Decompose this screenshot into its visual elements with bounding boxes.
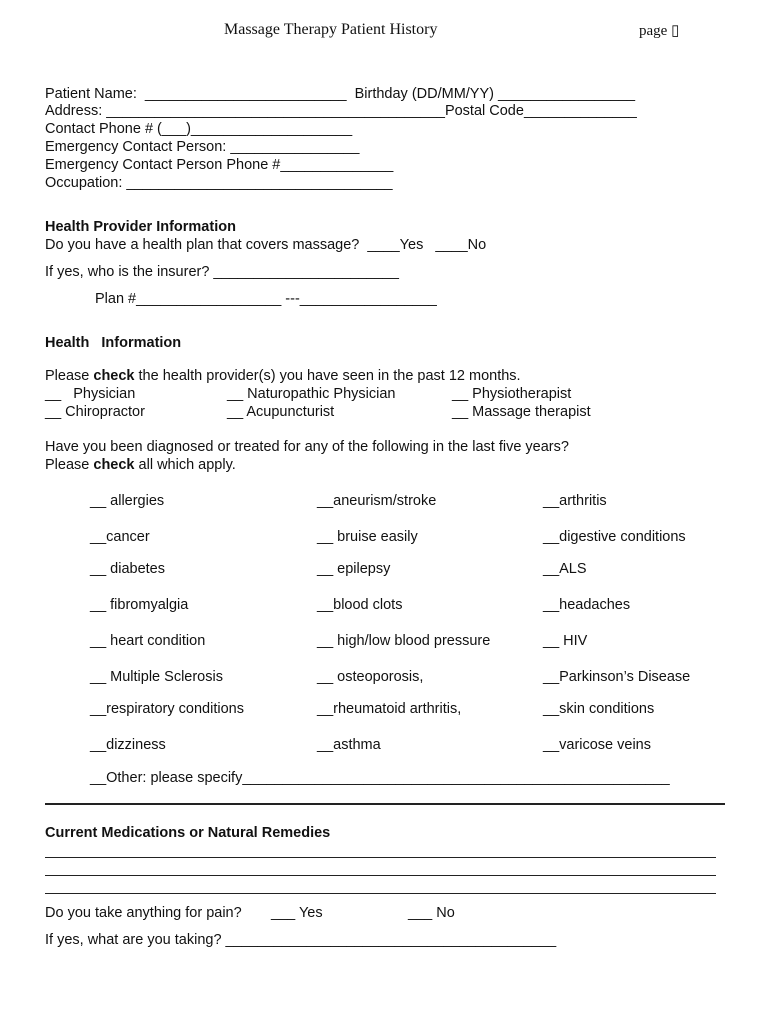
other-specify-line[interactable]: __Other: please specify_____________________________________________________ (90, 770, 670, 786)
checkbox-physician[interactable]: __ Physician (45, 386, 136, 402)
condition-item[interactable]: __skin conditions (543, 701, 655, 717)
checkbox-chiropractor[interactable]: __ Chiropractor (45, 404, 145, 420)
condition-item[interactable]: __ fibromyalgia (90, 597, 189, 613)
checkbox-massage-therapist[interactable]: __ Massage therapist (452, 404, 591, 420)
medications-line-1[interactable] (45, 857, 716, 858)
medications-heading: Current Medications or Natural Remedies (45, 825, 331, 841)
condition-item[interactable]: __rheumatoid arthritis, (317, 701, 462, 717)
health-heading: Health Information (45, 335, 182, 351)
pain-medication-line[interactable]: If yes, what are you taking? _________________________________________ (45, 932, 557, 948)
checkbox-physiotherapist[interactable]: __ Physiotherapist (452, 386, 572, 402)
checkbox-naturopathic[interactable]: __ Naturopathic Physician (227, 386, 396, 402)
apply-instruction: Please check all which apply. (45, 457, 236, 473)
condition-item[interactable]: __ osteoporosis, (317, 669, 424, 685)
condition-item[interactable]: __ diabetes (90, 561, 165, 577)
pain-question: Do you take anything for pain? (45, 905, 242, 921)
patient-name-birthday-line[interactable]: Patient Name: _________________________ Birthday (DD/MM/YY) _________________ (45, 86, 636, 102)
diagnosed-question: Have you been diagnosed or treated for any of the following in the last five years? (45, 439, 569, 455)
condition-item[interactable]: __ heart condition (90, 633, 206, 649)
pain-no-option[interactable]: ___ No (408, 905, 455, 921)
condition-item[interactable]: __dizziness (90, 737, 166, 753)
checkbox-acupuncturist[interactable]: __ Acupuncturist (227, 404, 335, 420)
condition-item[interactable]: __ high/low blood pressure (317, 633, 491, 649)
condition-item[interactable]: __ HIV (543, 633, 588, 649)
address-postal-line[interactable]: Address: __________________________________________Postal Code______________ (45, 103, 637, 119)
condition-item[interactable]: __headaches (543, 597, 631, 613)
insurer-line[interactable]: If yes, who is the insurer? _______________________ (45, 264, 399, 280)
section-divider (45, 803, 725, 805)
condition-item[interactable]: __ALS (543, 561, 587, 577)
condition-item[interactable]: __arthritis (543, 493, 607, 509)
condition-item[interactable]: __aneurism/stroke (317, 493, 437, 509)
condition-item[interactable]: __respiratory conditions (90, 701, 244, 717)
condition-item[interactable]: __asthma (317, 737, 381, 753)
plan-number-line[interactable]: Plan #__________________ ---_________________ (95, 291, 437, 307)
pain-yes-option[interactable]: ___ Yes (271, 905, 323, 921)
condition-item[interactable]: __ Multiple Sclerosis (90, 669, 223, 685)
contact-phone-line[interactable]: Contact Phone # (___)____________________ (45, 121, 353, 137)
providers-instruction: Please check the health provider(s) you have seen in the past 12 months. (45, 368, 521, 384)
condition-item[interactable]: __ epilepsy (317, 561, 391, 577)
health-plan-question[interactable]: Do you have a health plan that covers massage? ____Yes ____No (45, 237, 487, 253)
condition-item[interactable]: __ bruise easily (317, 529, 418, 545)
condition-item[interactable]: __blood clots (317, 597, 403, 613)
condition-item[interactable]: __digestive conditions (543, 529, 686, 545)
condition-item[interactable]: __ allergies (90, 493, 165, 509)
medications-line-3[interactable] (45, 893, 716, 894)
condition-item[interactable]: __Parkinson’s Disease (543, 669, 691, 685)
emergency-contact-line[interactable]: Emergency Contact Person: ________________ (45, 139, 360, 155)
occupation-line[interactable]: Occupation: _________________________________ (45, 175, 393, 191)
emergency-phone-line[interactable]: Emergency Contact Person Phone #______________ (45, 157, 394, 173)
page-number: page ▯ (639, 23, 680, 39)
condition-item[interactable]: __varicose veins (543, 737, 651, 753)
condition-item[interactable]: __cancer (90, 529, 150, 545)
provider-heading: Health Provider Information (45, 219, 236, 235)
form-title: Massage Therapy Patient History (224, 21, 438, 38)
medications-line-2[interactable] (45, 875, 716, 876)
